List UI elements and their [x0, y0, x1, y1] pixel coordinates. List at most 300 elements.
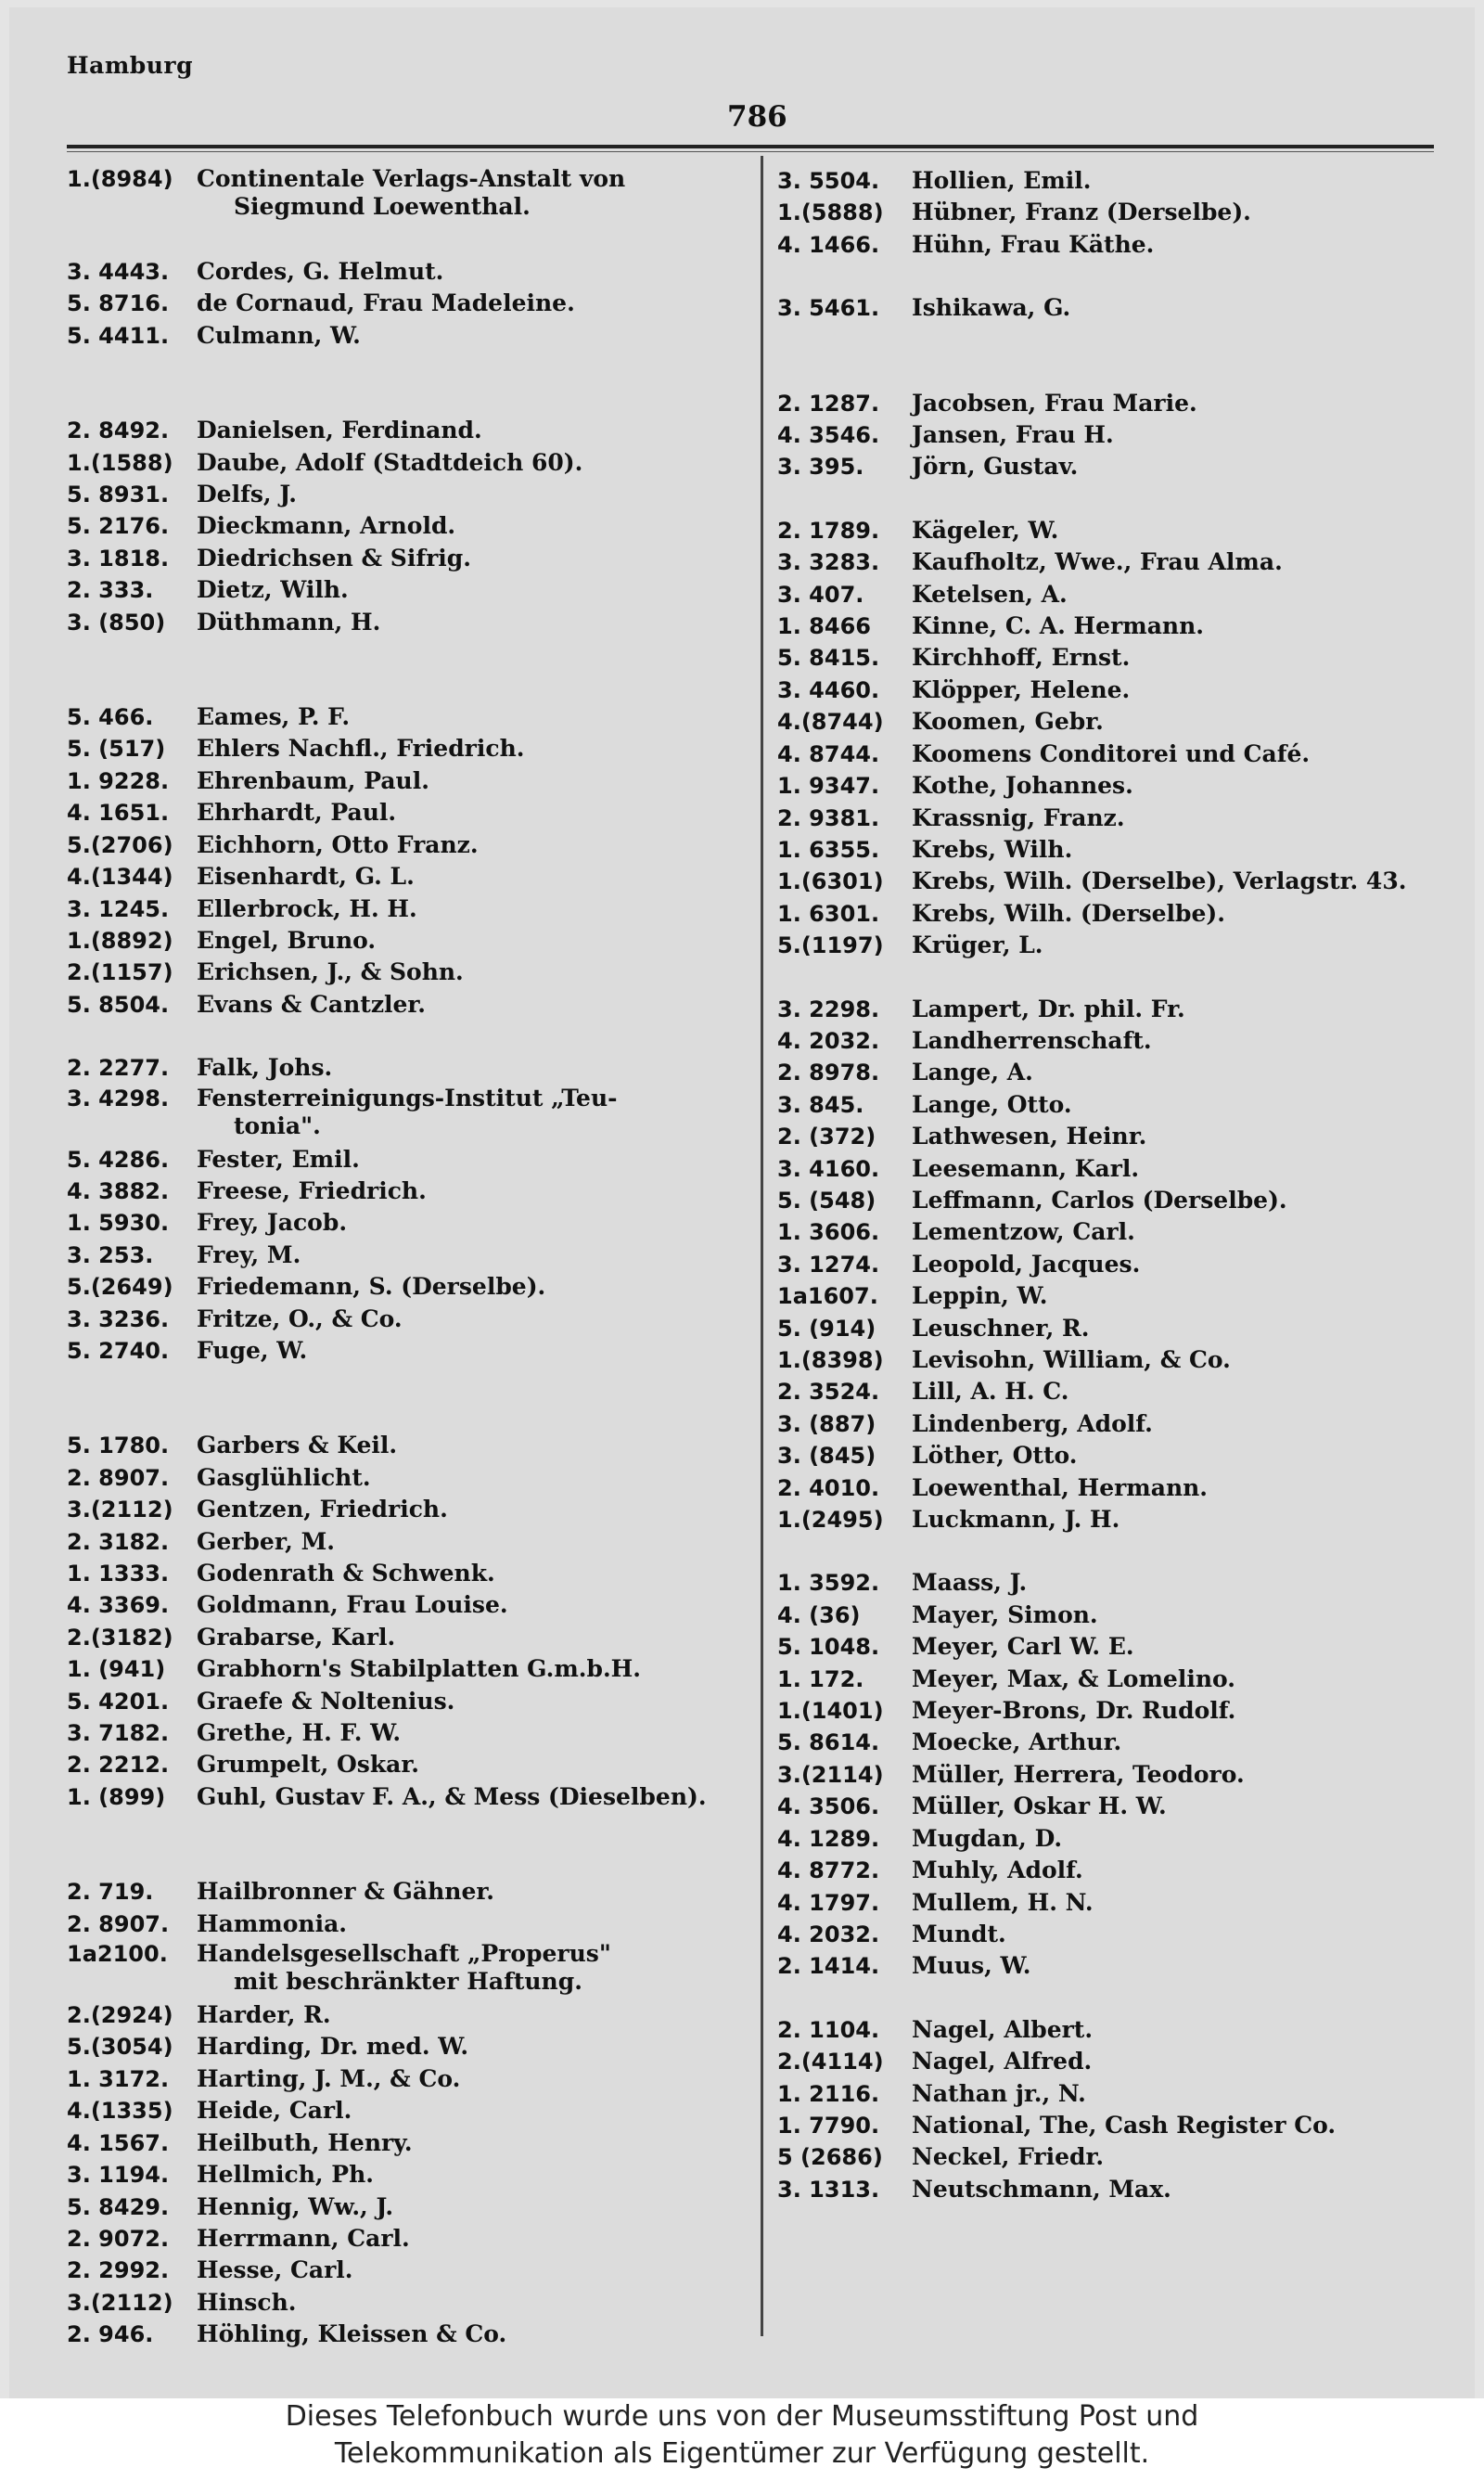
subscriber-name: [912, 165, 1464, 197]
subscriber-name-line: Heilbuth, Henry.: [197, 2128, 413, 2156]
phone-number: 1. 6355.: [777, 836, 880, 863]
subscriber-name: [912, 1950, 1464, 1982]
subscriber-name-line: Nathan jr., N.: [912, 2079, 1086, 2107]
directory-entry: [777, 419, 1464, 451]
directory-entry: [777, 1823, 1464, 1855]
subscriber-name-line: Fensterreinigungs-Institut „Teu-: [197, 1084, 618, 1112]
subscriber-name-line: Levisohn, William, & Co.: [912, 1346, 1231, 1373]
subscriber-name: [912, 2141, 1464, 2173]
phone-number: 5. 1048.: [777, 1634, 880, 1661]
directory-entry: [777, 739, 1464, 770]
phone-number: 1. 2116.: [777, 2080, 880, 2107]
directory-entry: [67, 1876, 772, 1908]
directory-entry: [777, 2078, 1464, 2110]
directory-entry: [777, 1313, 1464, 1344]
phone-number: 3. (845): [777, 1443, 876, 1470]
subscriber-name-line: Lathwesen, Heinr.: [912, 1123, 1147, 1150]
subscriber-name-line: Loewenthal, Hermann.: [912, 1473, 1208, 1501]
subscriber-name-line: Müller, Oskar H. W.: [912, 1793, 1167, 1820]
subscriber-name-line: Godenrath & Schwenk.: [197, 1560, 495, 1587]
directory-entry: [67, 829, 772, 861]
running-head-city: Hamburg: [67, 52, 194, 79]
directory-entry: [67, 1749, 772, 1780]
subscriber-name: [912, 1664, 1464, 1695]
subscriber-name: [197, 1335, 772, 1367]
subscriber-name-line: Freese, Friedrich.: [197, 1176, 427, 1204]
subscriber-name-line: Hühn, Frau Käthe.: [912, 230, 1155, 258]
directory-entry: [67, 797, 772, 829]
directory-entry: [777, 1408, 1464, 1440]
subscriber-name: [197, 1526, 772, 1558]
directory-entry: [67, 288, 772, 319]
directory-entry: [777, 1153, 1464, 1185]
subscriber-name: [197, 574, 772, 606]
subscriber-name-line: Ketelsen, A.: [912, 580, 1068, 608]
subscriber-name: [197, 1176, 772, 1207]
directory-entry: [777, 1249, 1464, 1280]
subscriber-name: [912, 579, 1464, 610]
directory-entry: [67, 733, 772, 765]
subscriber-name-line: Heide, Carl.: [197, 2097, 352, 2125]
subscriber-name: [197, 1876, 772, 1908]
subscriber-name: [912, 1855, 1464, 1886]
subscriber-name: [912, 1567, 1464, 1599]
subscriber-name-line: Grumpelt, Oskar.: [197, 1751, 419, 1779]
directory-entry: [777, 1567, 1464, 1599]
subscriber-name-line: Krebs, Wilh.: [912, 835, 1073, 863]
directory-entry: [67, 2191, 772, 2223]
directory-entry: [67, 1335, 772, 1367]
phone-number: 3. 5461.: [777, 295, 880, 322]
subscriber-name-line: Mundt.: [912, 1920, 1006, 1947]
directory-entry: [777, 1089, 1464, 1121]
directory-entry: [67, 1304, 772, 1335]
phone-number: 1. 9347.: [777, 773, 880, 800]
directory-entry: [777, 803, 1464, 834]
directory-entry: [67, 989, 772, 1021]
directory-entry: [777, 1791, 1464, 1822]
subscriber-name: [912, 1919, 1464, 1950]
subscriber-name: [197, 288, 772, 319]
phone-number: 2.(1157): [67, 959, 173, 986]
phone-number: 2. 4010.: [777, 1474, 880, 1501]
phone-number: 5. 2740.: [67, 1337, 170, 1364]
phone-number: 4.(1335): [67, 2098, 173, 2125]
phone-number: 2. (372): [777, 1124, 876, 1150]
subscriber-name: [197, 1271, 772, 1303]
subscriber-name: [912, 1791, 1464, 1822]
left-column: [67, 165, 772, 2351]
subscriber-name: [197, 2031, 772, 2062]
section-gap: [67, 225, 772, 256]
subscriber-name: [912, 1216, 1464, 1248]
phone-number: 4. (36): [777, 1601, 861, 1628]
directory-entry: [777, 2014, 1464, 2046]
subscriber-name: [197, 1240, 772, 1271]
directory-entry: [777, 1344, 1464, 1376]
directory-entry: [777, 165, 1464, 197]
phone-number: 3. 7182.: [67, 1720, 170, 1747]
directory-entry: [777, 642, 1464, 674]
subscriber-name: [912, 994, 1464, 1025]
phone-number: 4. 3546.: [777, 422, 880, 449]
phone-number: 1. 1333.: [67, 1561, 170, 1587]
section-gap: [67, 1367, 772, 1430]
subscriber-name-line: Kinne, C. A. Hermann.: [912, 612, 1204, 640]
phone-number: 5. 8415.: [777, 645, 880, 672]
phone-number: 1.(1401): [777, 1698, 884, 1725]
phone-number: 1.(8892): [67, 927, 173, 954]
directory-entry: [67, 165, 772, 221]
subscriber-name: [912, 1440, 1464, 1471]
subscriber-name-line: Goldmann, Frau Louise.: [197, 1591, 508, 1619]
subscriber-name: [912, 803, 1464, 834]
phone-number: 2.(2924): [67, 2002, 173, 2029]
subscriber-name-line: Luckmann, J. H.: [912, 1506, 1120, 1534]
subscriber-name-line: Jansen, Frau H.: [912, 421, 1114, 449]
subscriber-name-line: Gerber, M.: [197, 1527, 335, 1555]
subscriber-name: [912, 2014, 1464, 2046]
subscriber-name-line: Eisenhardt, G. L.: [197, 863, 415, 891]
subscriber-name-line: Gentzen, Friedrich.: [197, 1496, 448, 1523]
phone-number: 2. 8907.: [67, 1464, 170, 1491]
phone-number: 3. 253.: [67, 1241, 154, 1268]
subscriber-name: [912, 1759, 1464, 1791]
subscriber-name-line: Lill, A. H. C.: [912, 1378, 1069, 1406]
section-gap: [777, 483, 1464, 515]
phone-number: 4. 8772.: [777, 1857, 880, 1884]
directory-entry: [67, 1207, 772, 1239]
phone-number: 5.(2649): [67, 1274, 173, 1301]
directory-entry: [67, 2095, 772, 2127]
subscriber-name: [197, 415, 772, 446]
directory-entry: [67, 2255, 772, 2286]
phone-number: 2.(3182): [67, 1624, 173, 1651]
subscriber-name: [197, 2159, 772, 2191]
subscriber-name-line: Culmann, W.: [197, 321, 361, 349]
subscriber-name: [197, 1999, 772, 2031]
directory-entry: [777, 1504, 1464, 1536]
subscriber-name-line: Mayer, Simon.: [912, 1600, 1098, 1628]
subscriber-name-line: Moecke, Arthur.: [912, 1728, 1122, 1756]
directory-entry: [777, 1631, 1464, 1663]
subscriber-name-line: Lange, A.: [912, 1059, 1033, 1086]
directory-entry: [777, 1376, 1464, 1407]
subscriber-name: [912, 1280, 1464, 1312]
subscriber-name: [197, 1304, 772, 1335]
subscriber-name: [912, 1057, 1464, 1088]
subscriber-name-line: Hinsch.: [197, 2288, 297, 2316]
phone-number: 2. 8492.: [67, 418, 170, 444]
directory-entry: [67, 2031, 772, 2062]
phone-number: 3. 2298.: [777, 996, 880, 1022]
directory-entry: [777, 1759, 1464, 1791]
directory-entry: [67, 1271, 772, 1303]
directory-entry: [777, 579, 1464, 610]
subscriber-name-line: Müller, Herrera, Teodoro.: [912, 1760, 1245, 1788]
section-gap: [777, 1536, 1464, 1567]
subscriber-name-line: Hellmich, Ph.: [197, 2161, 374, 2189]
subscriber-name: [197, 1686, 772, 1717]
subscriber-name-line: Höhling, Kleissen & Co.: [197, 2320, 507, 2348]
directory-entry: [777, 1216, 1464, 1248]
subscriber-name-line: Hennig, Ww., J.: [197, 2192, 394, 2220]
phone-number: 5. 466.: [67, 704, 154, 731]
subscriber-name-line: Jörn, Gustav.: [912, 453, 1079, 481]
subscriber-name: [912, 642, 1464, 674]
subscriber-name-line: Jacobsen, Frau Marie.: [912, 389, 1197, 417]
phone-number: 5. (548): [777, 1187, 876, 1214]
phone-number: 5.(1197): [777, 932, 884, 959]
phone-number: 1.(8398): [777, 1347, 884, 1373]
directory-entry: [777, 2110, 1464, 2141]
subscriber-name: [197, 256, 772, 288]
subscriber-name: [197, 893, 772, 925]
directory-entry: [67, 2319, 772, 2350]
subscriber-name-line: Fester, Emil.: [197, 1145, 360, 1173]
subscriber-name-continuation: Siegmund Loewenthal.: [234, 193, 531, 220]
subscriber-name: [912, 739, 1464, 770]
subscriber-name-line: Landherrenschaft.: [912, 1026, 1152, 1054]
directory-entry: [777, 546, 1464, 578]
subscriber-name-line: Fuge, W.: [197, 1336, 308, 1364]
subscriber-name: [912, 1727, 1464, 1758]
phone-number: 5. (914): [777, 1315, 876, 1342]
subscriber-name: [912, 1185, 1464, 1216]
subscriber-name: [912, 1504, 1464, 1536]
subscriber-name-line: Continentale Verlags-Anstalt von: [197, 165, 626, 192]
directory-entry: [67, 447, 772, 479]
phone-number: 4. 2032.: [777, 1027, 880, 1054]
directory-entry: [67, 957, 772, 988]
subscriber-name-line: Hailbronner & Gähner.: [197, 1878, 494, 1906]
phone-number: 4. 3369.: [67, 1592, 170, 1619]
subscriber-name-line: Grabarse, Karl.: [197, 1623, 396, 1651]
subscriber-name-line: Daube, Adolf (Stadtdeich 60).: [197, 448, 583, 476]
subscriber-name: [912, 866, 1464, 897]
subscriber-name: [197, 1749, 772, 1780]
subscriber-name: [912, 1631, 1464, 1663]
subscriber-name: [912, 770, 1464, 802]
subscriber-name: [912, 1313, 1464, 1344]
phone-number: 4. 1567.: [67, 2129, 170, 2156]
phone-number: 3.(2112): [67, 1497, 173, 1523]
subscriber-name: [197, 701, 772, 733]
directory-entry: [777, 898, 1464, 930]
phone-number: 3. 395.: [777, 454, 864, 481]
subscriber-name: [912, 2078, 1464, 2110]
phone-number: 1. (941): [67, 1656, 166, 1683]
subscriber-name: [197, 1144, 772, 1176]
phone-number: 2. 1104.: [777, 2016, 880, 2043]
directory-entry: [67, 701, 772, 733]
directory-entry: [777, 1121, 1464, 1152]
phone-number: 4. 1289.: [777, 1825, 880, 1852]
subscriber-name: [912, 930, 1464, 961]
subscriber-name-line: Fritze, O., & Co.: [197, 1304, 403, 1332]
subscriber-name: [197, 1717, 772, 1749]
directory-entry: [777, 1887, 1464, 1919]
subscriber-name-line: Grabhorn's Stabilplatten G.m.b.H.: [197, 1655, 641, 1683]
page-number: 786: [727, 100, 787, 134]
directory-entry: [67, 1589, 772, 1621]
phone-number: 2. 8907.: [67, 1910, 170, 1937]
section-gap: [67, 1021, 772, 1052]
phone-number: 4.(1344): [67, 864, 173, 891]
directory-entry: [777, 1727, 1464, 1758]
directory-entry: [67, 765, 772, 797]
phone-number: 5. 2176.: [67, 513, 170, 540]
directory-entry: [67, 1686, 772, 1717]
directory-entry: [67, 607, 772, 638]
phone-number: 3. 3236.: [67, 1305, 170, 1332]
phone-number: 3. 4160.: [777, 1155, 880, 1182]
phone-number: 5.(3054): [67, 2034, 173, 2061]
phone-number: 4.(8744): [777, 709, 884, 736]
subscriber-name-line: Kothe, Johannes.: [912, 772, 1133, 800]
subscriber-name: [912, 451, 1464, 482]
subscriber-name-line: Lange, Otto.: [912, 1090, 1072, 1118]
section-gap: [67, 352, 772, 415]
directory-entry: [777, 451, 1464, 482]
directory-entry: [777, 1440, 1464, 1471]
phone-number: 5. 4286.: [67, 1146, 170, 1173]
section-gap: [777, 325, 1464, 388]
directory-entry: [67, 1430, 772, 1461]
subscriber-name-line: Leffmann, Carlos (Derselbe).: [912, 1186, 1287, 1214]
directory-entry: [67, 1144, 772, 1176]
directory-entry: [67, 1240, 772, 1271]
phone-number: 3. 1313.: [777, 2176, 880, 2203]
directory-entry: [777, 1855, 1464, 1886]
subscriber-name: [197, 320, 772, 352]
phone-number: 1. 172.: [777, 1665, 864, 1692]
phone-number: 1a1607.: [777, 1283, 878, 1310]
subscriber-name: [912, 1153, 1464, 1185]
subscriber-name-line: Nagel, Alfred.: [912, 2048, 1093, 2075]
directory-entry: [67, 925, 772, 957]
subscriber-name: [912, 1600, 1464, 1631]
phone-number: 5. 8614.: [777, 1729, 880, 1756]
phone-number: 2. 8978.: [777, 1060, 880, 1086]
subscriber-name: [197, 1589, 772, 1621]
footer-line-2: Telekommunikation als Eigentümer zur Verfügung gestellt.: [334, 2437, 1150, 2470]
subscriber-name-line: Koomens Conditorei und Café.: [912, 739, 1311, 767]
phone-number: 1. 6301.: [777, 900, 880, 927]
subscriber-name-line: Herrmann, Carl.: [197, 2224, 410, 2252]
subscriber-name: [197, 925, 772, 957]
directory-entry: [777, 610, 1464, 642]
subscriber-name: [197, 1430, 772, 1461]
phone-number: 2. 2992.: [67, 2257, 170, 2284]
phone-number: 4. 1466.: [777, 231, 880, 258]
phone-number: 5. 8429.: [67, 2193, 170, 2220]
phone-number: 3. 3283.: [777, 549, 880, 576]
directory-entry: [67, 1462, 772, 1494]
phone-number: 3. 5504.: [777, 168, 880, 194]
directory-entry: [67, 574, 772, 606]
subscriber-name: [197, 2287, 772, 2319]
subscriber-name-line: Meyer-Brons, Dr. Rudolf.: [912, 1697, 1236, 1725]
subscriber-name-line: Delfs, J.: [197, 481, 297, 508]
subscriber-name-line: Krassnig, Franz.: [912, 803, 1125, 831]
directory-entry: [67, 1622, 772, 1653]
directory-entry: [67, 2063, 772, 2095]
subscriber-name-line: Löther, Otto.: [912, 1442, 1078, 1470]
directory-entry: [67, 2287, 772, 2319]
phone-number: 1. (899): [67, 1783, 166, 1810]
subscriber-name: [912, 1887, 1464, 1919]
subscriber-name: [197, 2063, 772, 2095]
subscriber-name: [197, 165, 772, 221]
subscriber-name: [912, 515, 1464, 546]
directory-entry: [67, 1781, 772, 1813]
directory-entry: [777, 1185, 1464, 1216]
directory-entry: [67, 1940, 772, 1996]
phone-number: 3. 4443.: [67, 259, 170, 285]
phone-number: 1.(1588): [67, 449, 173, 476]
directory-entry: [777, 930, 1464, 961]
subscriber-name-line: Muus, W.: [912, 1952, 1031, 1980]
phone-number: 2.(4114): [777, 2049, 884, 2075]
subscriber-name-line: Meyer, Carl W. E.: [912, 1633, 1134, 1661]
phone-number: 1.(5888): [777, 199, 884, 226]
phone-number: 1. 3606.: [777, 1219, 880, 1246]
section-gap: [67, 638, 772, 701]
subscriber-name: [197, 2319, 772, 2350]
directory-entry: [67, 1526, 772, 1558]
phone-number: 1.(8984): [67, 166, 173, 192]
directory-entry: [777, 675, 1464, 706]
directory-entry: [777, 2141, 1464, 2173]
subscriber-name-line: Erichsen, J., & Sohn.: [197, 958, 464, 986]
directory-entry: [777, 994, 1464, 1025]
phone-number: 4. 1797.: [777, 1889, 880, 1916]
subscriber-name-line: Falk, Johs.: [197, 1054, 333, 1082]
subscriber-name: [912, 1089, 1464, 1121]
phone-number: 2. 9381.: [777, 804, 880, 831]
directory-entry: [67, 543, 772, 574]
subscriber-name: [197, 543, 772, 574]
subscriber-name: [197, 447, 772, 479]
subscriber-name: [197, 1781, 772, 1813]
directory-entry: [67, 1085, 772, 1140]
directory-entry: [777, 1664, 1464, 1695]
subscriber-name-line: Ehrhardt, Paul.: [197, 799, 397, 827]
directory-entry: [777, 1025, 1464, 1057]
directory-entry: [777, 515, 1464, 546]
subscriber-name: [197, 1207, 772, 1239]
header-rule-thin: [67, 151, 1434, 152]
subscriber-name-line: Lindenberg, Adolf.: [912, 1409, 1153, 1437]
phone-number: 2. 1287.: [777, 390, 880, 417]
directory-entry: [67, 510, 772, 542]
directory-entry: [777, 2046, 1464, 2077]
subscriber-name: [912, 2046, 1464, 2077]
phone-number: 3. 407.: [777, 581, 864, 608]
subscriber-name: [912, 834, 1464, 866]
subscriber-name: [197, 1908, 772, 1940]
phone-number: 4. 2032.: [777, 1921, 880, 1947]
subscriber-name-line: Ehlers Nachfl., Friedrich.: [197, 735, 525, 763]
phone-number: 3. 1245.: [67, 895, 170, 922]
subscriber-name-line: Cordes, G. Helmut.: [197, 258, 444, 285]
subscriber-name: [912, 1823, 1464, 1855]
directory-entry: [777, 229, 1464, 261]
phone-number: 5. 1780.: [67, 1433, 170, 1459]
phone-number: 1.(6301): [777, 868, 884, 895]
section-gap: [777, 962, 1464, 994]
